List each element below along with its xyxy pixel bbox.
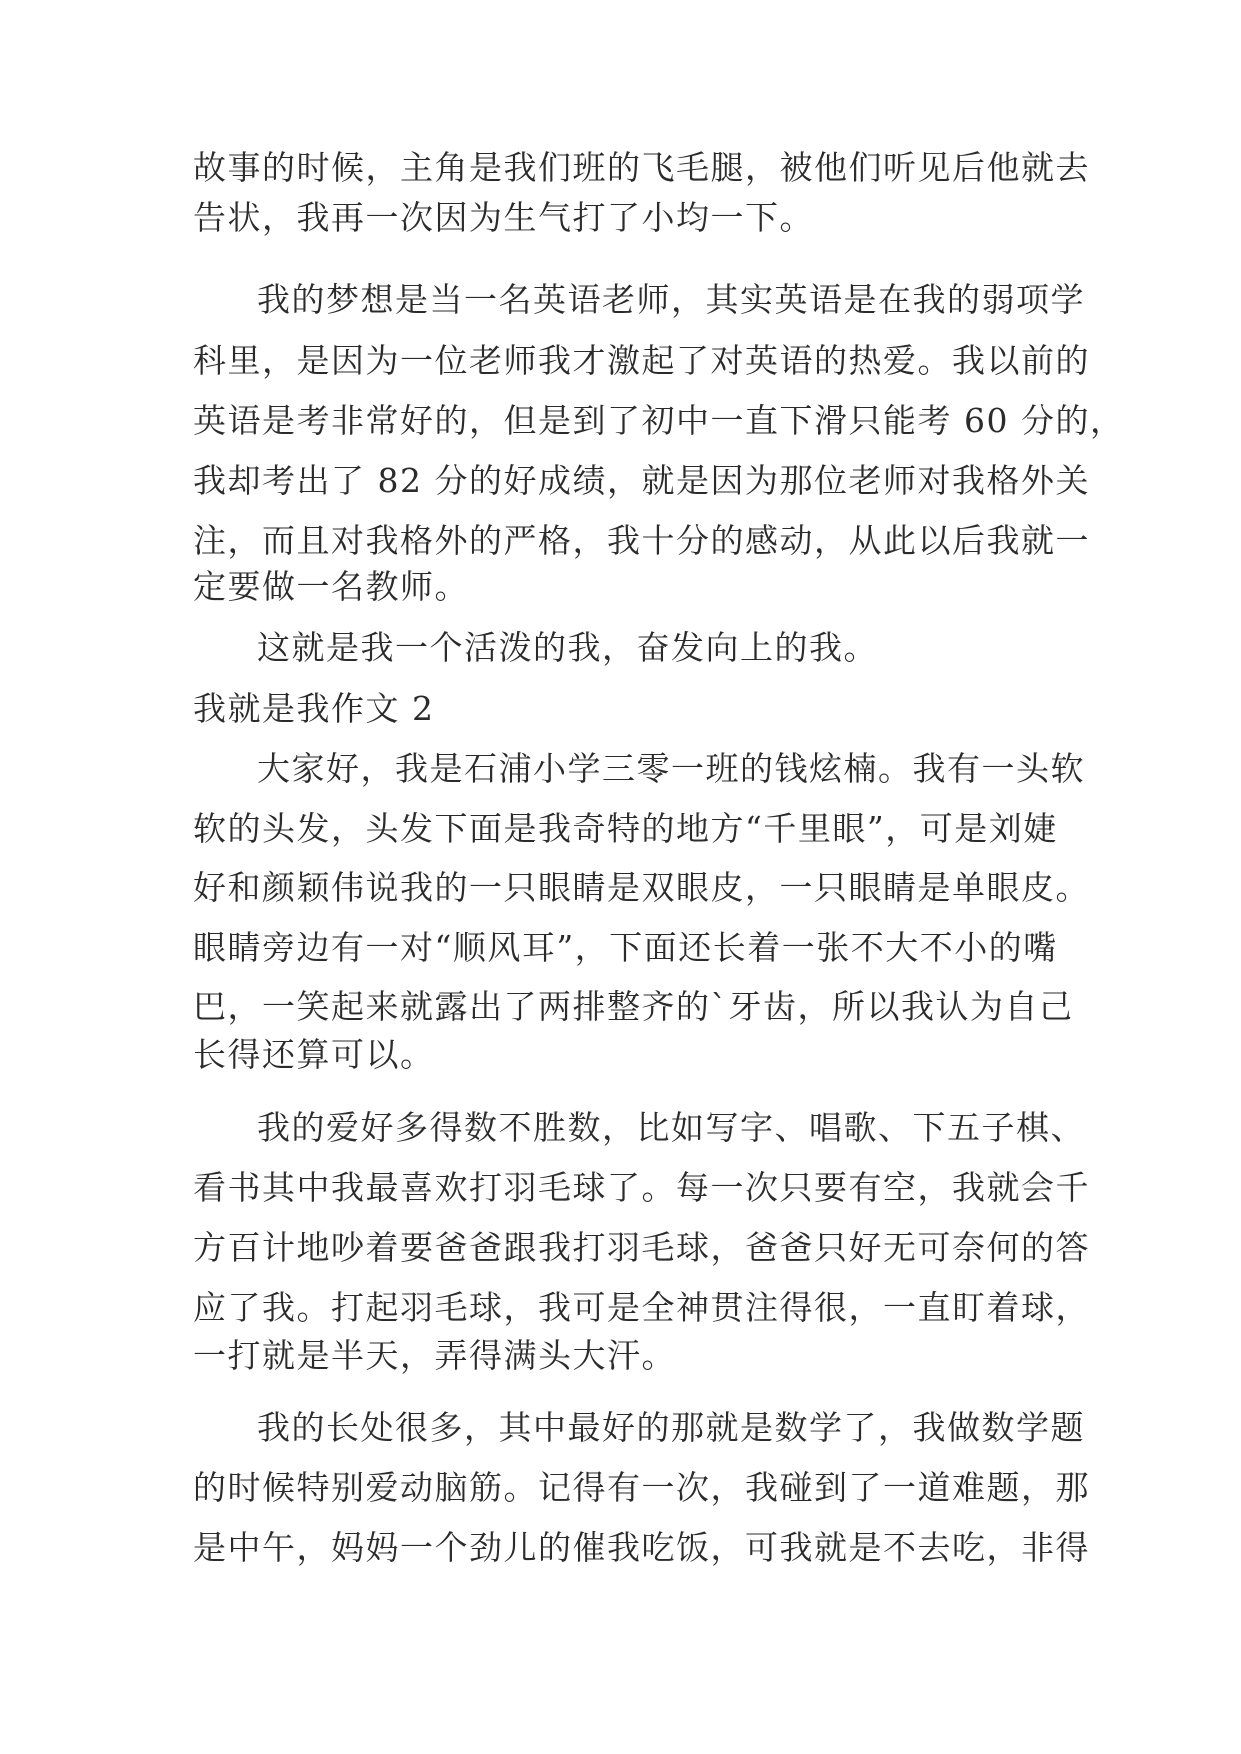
text-line: 软的头发，头发下面是我奇特的地方“千里眼”，可是刘婕 bbox=[193, 809, 1058, 848]
paragraph-first-line: 这就是我一个活泼的我，奋发向上的我。 bbox=[257, 628, 878, 667]
paragraph-first-line: 大家好，我是石浦小学三零一班的钱炫楠。我有一头软 bbox=[257, 749, 1085, 788]
text-line: 应了我。打起羽毛球，我可是全神贯注得很，一直盯着球， bbox=[193, 1288, 1090, 1327]
text-line: 好和颜颖伟说我的一只眼睛是双眼皮，一只眼睛是单眼皮。 bbox=[193, 868, 1090, 907]
paragraph-first-line: 我的长处很多，其中最好的那就是数学了，我做数学题 bbox=[257, 1408, 1085, 1447]
section-heading: 我就是我作文 2 bbox=[193, 689, 435, 728]
text-line: 看书其中我最喜欢打羽毛球了。每一次只要有空，我就会千 bbox=[193, 1168, 1090, 1207]
paragraph-first-line: 我的梦想是当一名英语老师，其实英语是在我的弱项学 bbox=[257, 280, 1085, 319]
text-line: 方百计地吵着要爸爸跟我打羽毛球，爸爸只好无可奈何的答 bbox=[193, 1228, 1090, 1267]
paragraph-first-line: 我的爱好多得数不胜数，比如写字、唱歌、下五子棋、 bbox=[257, 1108, 1085, 1147]
text-line: 科里，是因为一位老师我才激起了对英语的热爱。我以前的 bbox=[193, 341, 1090, 380]
text-line: 我却考出了 82 分的好成绩，就是因为那位老师对我格外关 bbox=[193, 461, 1090, 500]
text-line: 英语是考非常好的，但是到了初中一直下滑只能考 60 分的， bbox=[193, 401, 1125, 440]
text-line: 长得还算可以。 bbox=[193, 1035, 435, 1074]
text-line: 是中午，妈妈一个劲儿的催我吃饭，可我就是不去吃，非得 bbox=[193, 1528, 1090, 1567]
text-line: 眼睛旁边有一对“顺风耳”，下面还长着一张不大不小的嘴 bbox=[193, 928, 1058, 967]
text-line: 的时候特别爱动脑筋。记得有一次，我碰到了一道难题，那 bbox=[193, 1468, 1090, 1507]
text-line: 定要做一名教师。 bbox=[193, 567, 469, 606]
text-line: 一打就是半天，弄得满头大汗。 bbox=[193, 1336, 676, 1375]
text-line: 故事的时候，主角是我们班的飞毛腿，被他们听见后他就去 bbox=[193, 148, 1090, 187]
text-line: 告状，我再一次因为生气打了小均一下。 bbox=[193, 198, 814, 237]
text-line: 注，而且对我格外的严格，我十分的感动，从此以后我就一 bbox=[193, 521, 1090, 560]
text-line: 巴，一笑起来就露出了两排整齐的`牙齿，所以我认为自己 bbox=[193, 987, 1074, 1026]
